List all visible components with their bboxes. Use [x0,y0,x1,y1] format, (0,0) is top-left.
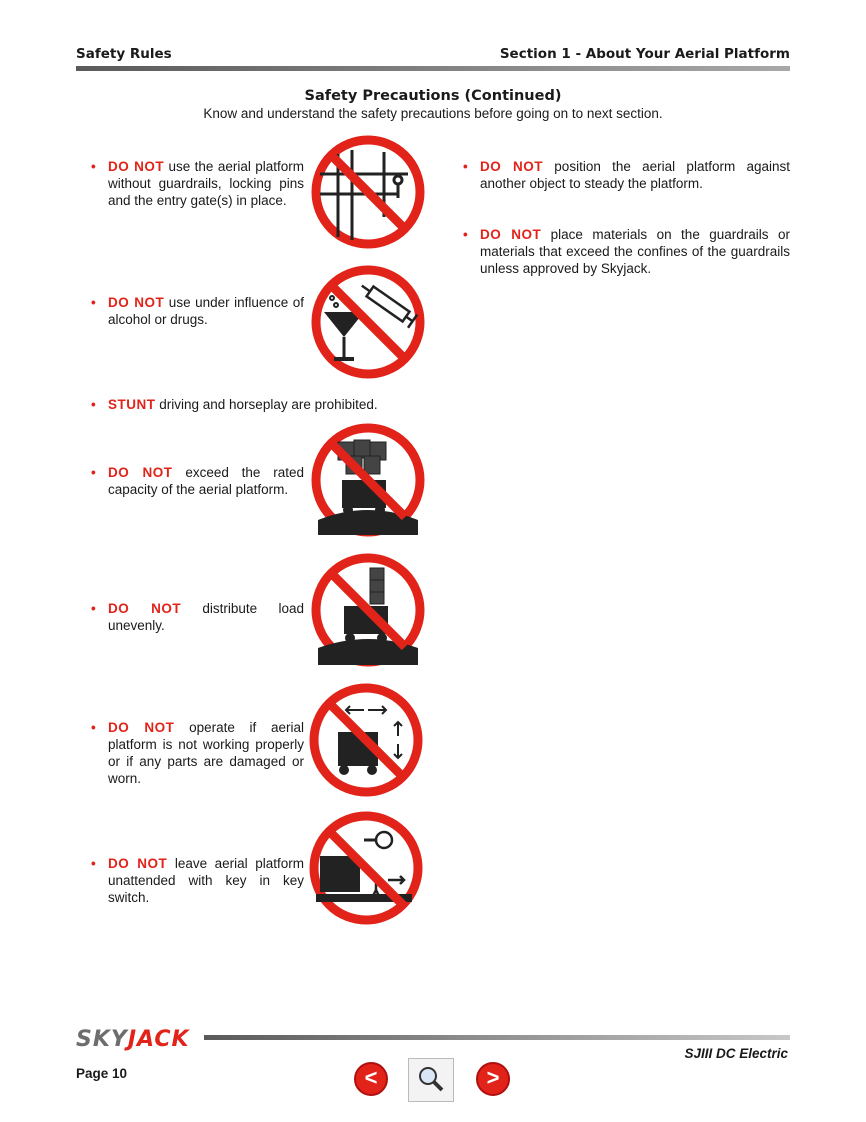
precaution-text: place materials on the guardrails or materials that exceed the confines of the guardrails unless approved by Skyjack. [480,227,791,276]
bullet: • [91,295,96,310]
search-button[interactable] [408,1058,454,1102]
guardrail-sign-icon [308,132,428,252]
header-chapter-title: Section 1 - About Your Aerial Platform [499,46,790,62]
keyword: DO NOT [480,159,544,174]
keyword: DO NOT [108,856,168,871]
uneven-load-sign-icon [308,550,428,670]
page-subtitle: Know and understand the safety precautions before going on to next section. [203,106,663,121]
alcohol-drugs-sign-icon [308,262,428,382]
bullet: • [463,227,468,242]
bullet: • [463,159,468,174]
bullet: • [91,856,96,871]
precaution-text: use the aerial platform without guardrails, locking pins and the entry gate(s) in place. [108,159,304,208]
precaution-text: distribute load unevenly. [108,601,304,633]
skyjack-logo: SKYJACK [76,1027,190,1052]
key-unattended-sign-icon [306,808,426,928]
precaution-item [91,464,304,498]
footer-divider [204,1035,790,1040]
prev-page-button[interactable]: < [354,1062,388,1096]
capacity-sign-icon [308,420,428,540]
bullet: • [91,465,96,480]
page-number: Page 10 [76,1066,128,1081]
precaution-item [91,855,304,906]
bullet: • [91,601,96,616]
next-page-button[interactable]: > [476,1062,510,1096]
page-title: Safety Precautions (Continued) [304,88,562,104]
precaution-text: operate if aerial platform is not working properly or if any parts are damaged or worn. [108,720,304,786]
keyword: DO NOT [108,601,182,616]
keyword: DO NOT [108,159,165,174]
header-section-title: Safety Rules [76,46,172,62]
bullet: • [91,397,96,412]
bullet: • [91,159,96,174]
keyword: STUNT [108,397,156,412]
malfunction-sign-icon [306,680,426,800]
precaution-item [91,600,304,634]
header-divider [76,66,790,71]
precaution-item [463,158,791,192]
precaution-text: leave aerial platform unattended with key in key switch. [108,856,304,905]
keyword: DO NOT [108,465,173,480]
keyword: DO NOT [480,227,542,242]
precaution-text: position the aerial platform against another object to steady the platform. [480,159,791,191]
precaution-item [91,294,304,328]
keyword: DO NOT [108,720,175,735]
search-icon [409,1059,453,1101]
model-name: SJIII DC Electric [684,1046,788,1061]
bullet: • [91,720,96,735]
precaution-item [91,396,428,413]
precaution-text: driving and horseplay are prohibited. [155,397,378,412]
keyword: DO NOT [108,295,165,310]
precaution-item [91,158,304,209]
precaution-text: exceed the rated capacity of the aerial platform. [108,465,304,497]
precaution-item [463,226,791,277]
precaution-item [91,719,304,787]
precaution-text: use under influence of alcohol or drugs. [108,295,304,327]
